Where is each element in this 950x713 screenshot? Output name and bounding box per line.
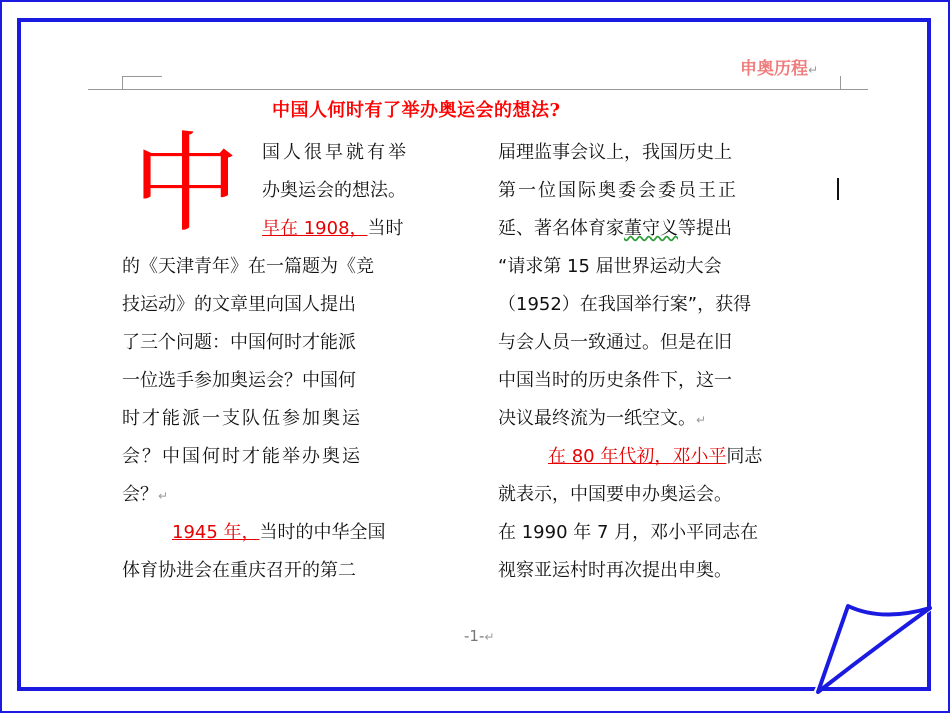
- header-title: 申奥历程: [740, 59, 808, 79]
- text-line: [548, 442, 762, 468]
- text-line: （1952）在我国举行案”，获得: [498, 294, 752, 315]
- text-line: 了三个问题：中国何时才能派: [122, 332, 356, 353]
- text-span: 延、著名体育家: [498, 218, 624, 239]
- page-curl-icon: [812, 600, 936, 700]
- text-line: “请求第 15 届世界运动大会: [498, 256, 722, 277]
- text-line: 的《天津青年》在一篇题为《竞: [122, 256, 374, 277]
- header-corner-right: [840, 76, 841, 90]
- text-span: 等提出: [678, 218, 732, 239]
- spellcheck-word: 董守义: [624, 218, 678, 239]
- text-line: 一位选手参加奥运会？中国何: [122, 370, 356, 391]
- text-line: [172, 518, 386, 544]
- text-line: 中国当时的历史条件下，这一: [498, 370, 732, 391]
- text-span: 当时: [367, 218, 404, 239]
- paragraph-mark: ↵: [484, 630, 495, 644]
- paragraph-mark: ↵: [696, 413, 707, 427]
- text-line: 时才能派一支队伍参加奥运: [122, 408, 362, 429]
- page-header: [740, 54, 818, 79]
- text-line: 国人很早就有举: [262, 142, 409, 163]
- page-number: [464, 627, 494, 645]
- text-line: 技运动》的文章里向国人提出: [122, 294, 356, 315]
- text-line: 办奥运会的想法。: [262, 180, 406, 201]
- text-line: 视察亚运村时再次提出申奥。: [498, 560, 732, 581]
- highlight-date: 在 80 年代初，邓小平: [548, 446, 727, 467]
- text-line: [498, 404, 706, 430]
- text-cursor: [837, 178, 839, 200]
- text-line: [262, 214, 404, 240]
- text-line: 第一位国际奥委会委员王正: [498, 180, 738, 201]
- paragraph-mark: ↵: [808, 63, 819, 77]
- highlight-date: 1945 年，: [172, 522, 260, 543]
- header-rule: [88, 89, 868, 90]
- highlight-date: 早在 1908，: [262, 218, 368, 239]
- text-line: 就表示，中国要申办奥运会。: [498, 484, 732, 505]
- text-line: [498, 214, 732, 240]
- text-span: 决议最终流为一纸空文。: [498, 408, 696, 429]
- header-corner-left: [122, 76, 123, 90]
- text-line: 体育协进会在重庆召开的第二: [122, 560, 356, 581]
- article-title: 中国人何时有了举办奥运会的想法?: [272, 100, 561, 121]
- text-line: 届理监事会议上，我国历史上: [498, 142, 732, 163]
- text-line: [122, 480, 168, 506]
- text-span: 同志: [726, 446, 763, 467]
- text-span: 当时的中华全国: [259, 522, 386, 543]
- page-number-text: -1-: [464, 627, 485, 645]
- text-line: 会？中国何时才能举办奥运: [122, 446, 362, 467]
- text-line: 与会人员一致通过。但是在旧: [498, 332, 732, 353]
- drop-cap: 中: [132, 122, 241, 247]
- paragraph-mark: ↵: [158, 489, 169, 503]
- text-span: 会？: [122, 484, 158, 505]
- text-line: 在 1990 年 7 月，邓小平同志在: [498, 522, 759, 543]
